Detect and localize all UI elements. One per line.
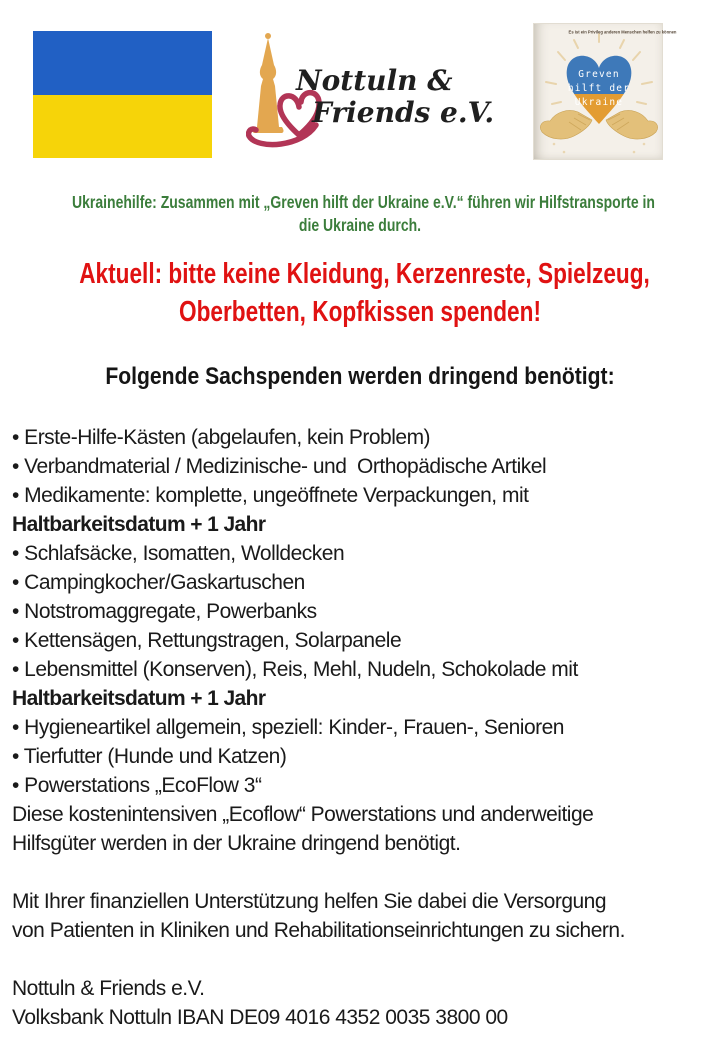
list-item: • Erste-Hilfe-Kästen (abgelaufen, kein Problem): [12, 426, 431, 449]
hand-left-icon: [540, 110, 592, 139]
alert-heading-line1: Aktuell: bitte keine Kleidung, Kerzenreste, Spielzeug,: [79, 258, 650, 290]
photo-caption: Es ist ein Privileg anderen Menschen helfen zu können: [568, 30, 677, 35]
alert-heading-line2: Oberbetten, Kopfkissen spenden!: [179, 296, 541, 328]
donation-info: [12, 423, 712, 1032]
alert-heading: [0, 255, 720, 331]
paragraph-line: Mit Ihrer finanziellen Unterstützung helfen Sie dabei die Versorgung: [12, 890, 607, 913]
intro-text-line2: die Ukraine durch.: [298, 215, 422, 235]
blank-line: [12, 945, 712, 974]
list-item-continuation-bold: Haltbarkeitsdatum + 1 Jahr: [12, 687, 266, 710]
flag-blue-stripe: [33, 31, 212, 95]
paragraph-line: Hilfsgüter werden in der Ukraine dringend benötigt.: [12, 832, 461, 855]
list-item: • Lebensmittel (Konserven), Reis, Mehl, Nudeln, Schokolade mit: [12, 658, 578, 681]
ukraine-flag-image: [33, 31, 212, 158]
logo-org-name-line1: Nottuln &: [296, 64, 453, 97]
list-item-continuation-bold: Haltbarkeitsdatum + 1 Jahr: [12, 513, 266, 536]
list-item: • Schlafsäcke, Isomatten, Wolldecken: [12, 542, 345, 565]
org-name-line: Nottuln & Friends e.V.: [12, 977, 205, 1000]
paragraph-line: Diese kostenintensiven „Ecoflow“ Powerstations und anderweitige: [12, 803, 594, 826]
hand-right-icon: [606, 110, 658, 139]
org-logo: [246, 30, 495, 155]
blank-line: [12, 858, 712, 887]
bank-iban-line: Volksbank Nottuln IBAN DE09 4016 4352 0035 3800 00: [12, 1006, 508, 1029]
list-item: • Campingkocher/Gaskartuschen: [12, 571, 305, 594]
paragraph-line: von Patienten in Kliniken und Rehabilitationseinrichtungen zu sichern.: [12, 919, 625, 942]
list-item: • Notstromaggregate, Powerbanks: [12, 600, 317, 623]
church-tower-icon: [253, 33, 284, 133]
heart-text-line2: hilft der: [567, 83, 631, 94]
intro-text: [0, 191, 720, 237]
flag-yellow-stripe: [33, 95, 212, 158]
intro-text-line1: Ukrainehilfe: Zusammen mit „Greven hilft der Ukraine e.V.“ führen wir Hilfstransporte in: [72, 192, 655, 212]
list-item: • Verbandmaterial / Medizinische- und Orthopädische Artikel: [12, 455, 547, 478]
list-item: • Powerstations „EcoFlow 3“: [12, 774, 262, 797]
list-item: • Tierfutter (Hunde und Katzen): [12, 745, 287, 768]
list-item: • Kettensägen, Rettungstragen, Solarpanele: [12, 629, 402, 652]
heart-text-line3: Ukraine: [574, 97, 624, 108]
logo-org-name-line2: Friends e.V.: [312, 96, 495, 129]
gold-dots-decoration: [553, 143, 646, 154]
list-item: • Hygieneartikel allgemein, speziell: Kinder-, Frauen-, Senioren: [12, 716, 564, 739]
donations-heading: Folgende Sachspenden werden dringend benötigt:: [105, 363, 615, 390]
list-item: • Medikamente: komplette, ungeöffnete Verpackungen, mit: [12, 484, 529, 507]
greven-poster-photo: [533, 23, 677, 160]
heart-text-line1: Greven: [578, 69, 620, 80]
